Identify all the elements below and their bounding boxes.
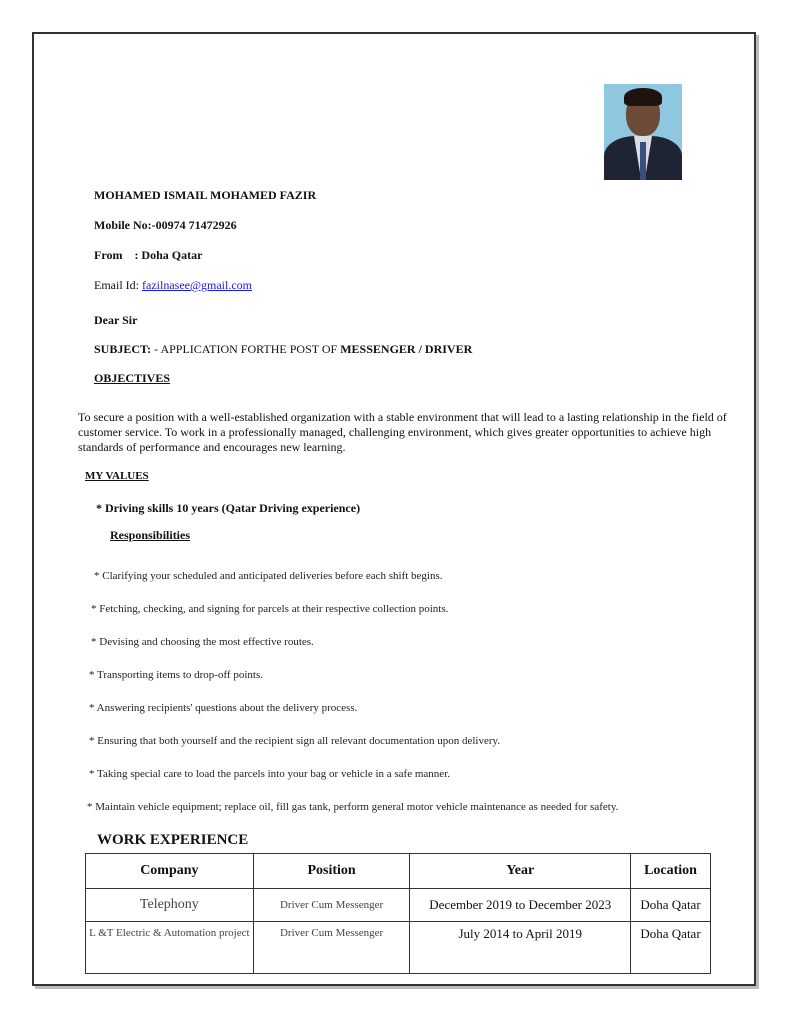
column-header-position: Position	[253, 854, 410, 889]
responsibilities-heading: Responsibilities	[110, 528, 191, 542]
table-row	[86, 922, 711, 974]
subject-text: - APPLICATION FORTHE POST OF	[151, 342, 341, 356]
subject-line	[94, 342, 472, 357]
candidate-name: MOHAMED ISMAIL MOHAMED FAZIR	[94, 188, 317, 202]
driving-skills: * Driving skills 10 years (Qatar Driving experience)	[96, 501, 361, 515]
responsibility-item: * Devising and choosing the most effective routes.	[91, 636, 314, 648]
column-header-company: Company	[86, 854, 254, 889]
objectives-text: To secure a position with a well-established organization with a stable environment that will lead to a lasting relationship in the field of customer service. To work in a professionally managed, challenging environment, which gives greater opportunities to achieve high standards of performance and encourages new learning.	[78, 410, 727, 454]
cell-location: Doha Qatar	[631, 889, 711, 922]
column-header-location: Location	[631, 854, 711, 889]
subject-label: SUBJECT:	[94, 342, 152, 356]
cell-year: December 2019 to December 2023	[410, 889, 631, 922]
responsibility-item: * Transporting items to drop-off points.	[89, 669, 263, 681]
resume-page	[32, 32, 756, 986]
cell-position: Driver Cum Messenger	[253, 889, 410, 922]
email-label: Email Id:	[94, 278, 142, 292]
cell-position: Driver Cum Messenger	[253, 922, 410, 974]
objectives-heading: OBJECTIVES	[94, 371, 171, 385]
responsibility-item: * Taking special care to load the parcels into your bag or vehicle in a safe manner.	[89, 768, 450, 780]
table-header-row	[86, 854, 711, 889]
cell-company: Telephony	[86, 889, 254, 922]
salutation: Dear Sir	[94, 313, 138, 327]
cell-location: Doha Qatar	[631, 922, 711, 974]
values-heading: MY VALUES	[85, 470, 149, 482]
work-experience-heading: WORK EXPERIENCE	[97, 832, 249, 848]
responsibility-item: * Fetching, checking, and signing for parcels at their respective collection points.	[91, 603, 449, 615]
from-line	[94, 248, 202, 263]
mobile-number: Mobile No:-00974 71472926	[94, 218, 237, 232]
cell-company: L &T Electric & Automation project	[86, 922, 254, 974]
email-link[interactable]: fazilnasee@gmail.com	[142, 278, 253, 292]
from-label: From	[94, 248, 123, 262]
responsibility-item: * Ensuring that both yourself and the recipient sign all relevant documentation upon delivery.	[89, 735, 501, 747]
profile-photo	[604, 84, 682, 180]
table-row	[86, 889, 711, 922]
from-value: : Doha Qatar	[134, 248, 203, 262]
responsibility-item: * Clarifying your scheduled and anticipated deliveries before each shift begins.	[94, 570, 443, 582]
email-line	[94, 278, 252, 293]
responsibility-item: * Maintain vehicle equipment; replace oil, fill gas tank, perform general motor vehicle maintenance as needed for safety.	[87, 801, 619, 813]
work-experience-table	[85, 853, 711, 974]
responsibility-item: * Answering recipients' questions about the delivery process.	[89, 702, 358, 714]
column-header-year: Year	[410, 854, 631, 889]
cell-year: July 2014 to April 2019	[410, 922, 631, 974]
subject-post: MESSENGER / DRIVER	[340, 342, 473, 356]
